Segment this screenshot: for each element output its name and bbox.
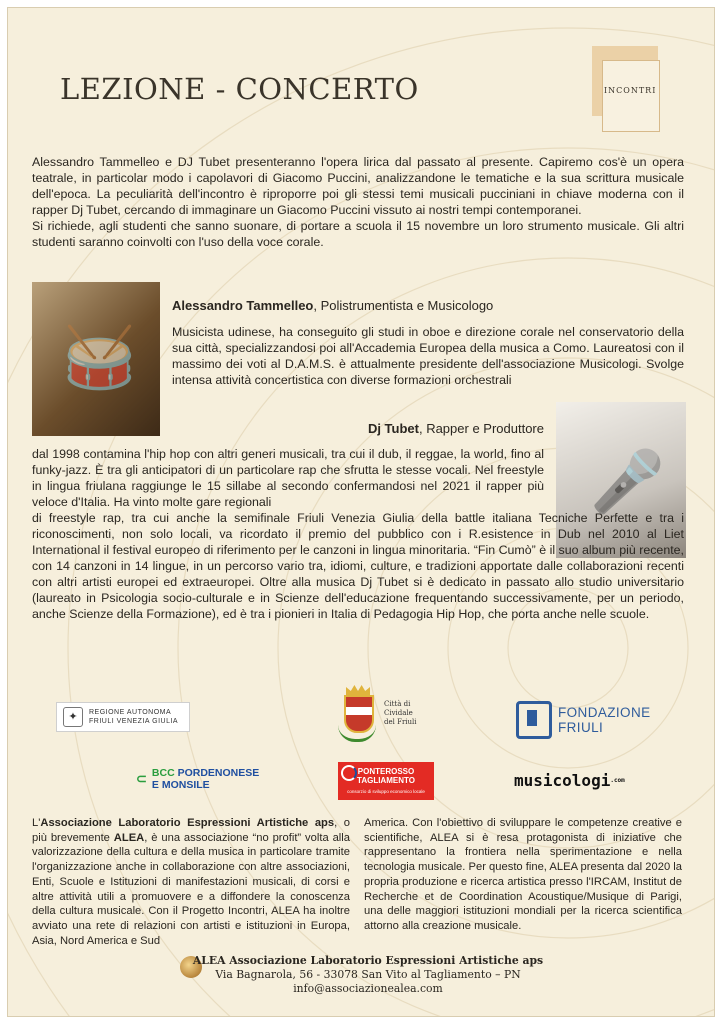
about-org-name: Associazione Laboratorio Espressioni Artistiche aps (40, 817, 335, 829)
regione-line-2: FRIULI VENEZIA GIULIA (89, 718, 179, 725)
fondazione-line-2: FRIULI (558, 720, 604, 735)
about-prefix: L' (32, 817, 41, 829)
ponterosso-line-1: PONTEROSSO (357, 766, 415, 776)
artist2-bio-part2: di freestyle rap, tra cui anche la semifinale Friuli Venezia Giulia della battle italiana Tecniche Perfette e tra i riconoscimenti, non solo locali, va ricordato il premio del pubblico con i R.esistence in Dub nel 2010 al Liet International il festival europeo di riferimento per le canzoni in lingua minoritaria. “Fin Cumò” è il suo album più recente, con 14 canzoni in 14 lingue, in un percorso vario tra, idiomi, culture, e tradizioni apportate dalle collaborazioni recenti con altri artisti europei ed extraeuropei. Oltre alla musica Dj Tubet si è dedicato in passato allo studio universitario (laureato in Psicologia socio-culturale e in Scienze dell'educazione frequentando successivamente, per un periodo, anche Scienze della Formazione), ed è tra i pionieri in Italia di Pedagogia Hip Hop, che porta anche nelle scuole. (32, 511, 684, 621)
fondazione-logo-text (558, 705, 651, 735)
footer-email-link[interactable]: info@associazionealea.com (293, 982, 443, 995)
footer-address: Via Bagnarola, 56 - 33078 San Vito al Tagliamento – PN (215, 968, 521, 981)
artist1-photo (32, 282, 160, 436)
bcc-mark-icon: ⊂ (136, 771, 147, 786)
crest-icon (338, 685, 376, 741)
musicologi-wordmark: musicologi (514, 770, 611, 790)
regione-line-1: REGIONE AUTONOMA (89, 709, 172, 716)
singer-figure-icon: 🎤 (590, 448, 665, 515)
musicologi-logo (514, 766, 634, 794)
cividale-line-3: del Friuli (384, 717, 417, 726)
artist1-heading (172, 298, 493, 313)
intro-paragraph-2: Si richiede, agli studenti che sanno suonare, di portare a scuola il 15 novembre un loro strumento musicale. Gli altri studenti saranno coinvolti con l'uso della voce corale. (32, 219, 684, 249)
cividale-line-2: Cividale (384, 708, 413, 717)
about-left-column (32, 816, 350, 948)
cividale-logo (338, 678, 448, 748)
bcc-logo-text (152, 767, 259, 791)
footer-org: ALEA Associazione Laboratorio Espressioni Artistiche aps (192, 954, 544, 967)
incontri-badge (592, 46, 658, 130)
bcc-word: BCC (151, 767, 175, 779)
about-right-text: America. Con l'obiettivo di sviluppare le competenze creative e scientifiche, ALEA si è resa protagonista di iniziative che rappresentano la frontiera nella sperimentazione e nella tecnologia musicale. Per questo fine, ALEA presenta dal 2020 la propria produzione e ricerca artistica presso l'IRCAM, Institut de Recherche et de Coordination Acoustique/Musique di Parigi, una delle maggiori istituzioni mondiali per la ricerca scientifica attorno alla creazione musicale. (364, 817, 682, 932)
about-left-text: , è una associazione “no profit” volta alla valorizzazione della cultura e della musica in particolare tramite l'organizzazione anche in collaborazione con altre associazioni, Enti, Scuole e Istituzioni di manifestazioni musicali, di corsi e altre attività utili a promuovere e a diffondere la conoscenza della cultura musicale. Con il Progetto Incontri, ALEA ha inoltre avviato una rete di relazioni con artisti e istituzioni in Europa, Asia, Nord America e Sud (32, 831, 350, 947)
intro-paragraph-1: Alessandro Tammelleo e DJ Tubet presenteranno l'opera lirica dal passato al presente. Capiremo cos'è un opera teatrale, in particolar modo i capolavori di Giacomo Puccini, analizzandone le tematiche e la sua scrittura musicale dell'epoca. La peculiarità dell'incontro è riproporre poi gli stessi temi musicali pucciniani in chiave moderna con il rapper Dj Tubet, cercando di immaginare un Giacomo Puccini vissuto ai nostri tempi contemporanei. (32, 155, 684, 217)
about-section (32, 816, 682, 948)
regione-fvg-logo (56, 702, 190, 732)
page (8, 8, 714, 1016)
ponterosso-mark-icon (341, 765, 357, 781)
about-mid: , o più brevemente (32, 817, 350, 844)
about-acronym: ALEA (113, 831, 145, 844)
ponterosso-logo (338, 762, 434, 800)
intro-text (32, 154, 684, 250)
cividale-line-1: Città di (384, 699, 411, 708)
ponterosso-line-2: TAGLIAMENTO (357, 775, 415, 785)
musicologi-domain: .com (610, 776, 625, 784)
badge-label: INCONTRI (604, 86, 657, 95)
ponterosso-subtitle: consorzio di sviluppo economico locale (347, 788, 425, 794)
bcc-line-1: PORDENONESE (177, 767, 260, 779)
cividale-logo-text (384, 700, 417, 727)
artist2-bio (32, 446, 684, 622)
fondazione-line-1: FONDAZIONE (558, 705, 651, 720)
page-title: LEZIONE - CONCERTO (60, 72, 419, 106)
artist2-heading (338, 421, 544, 436)
footer (178, 954, 558, 996)
eagle-icon: ✦ (63, 707, 83, 727)
regione-logo-text (89, 708, 178, 726)
artist2-bio-part1: dal 1998 contamina l'hip hop con altri generi musicali, tra cui il dub, il reggae, la world, fino al funky-jazz. È tra gli anticipatori di un particolare rap che sfrutta le stesse vocali. Nel freestyle in lingua friulana raggiunge le 15 sillabe al secondo confermandosi nel 2021 il rapper più veloce d'Italia. Ha vinto molte gare regionali (32, 447, 544, 509)
badge-card (602, 60, 660, 132)
artist1-name: Alessandro Tammelleo (172, 298, 314, 313)
artist2-role: , Rapper e Produttore (418, 421, 544, 436)
bcc-logo (136, 766, 276, 792)
fondazione-friuli-logo (516, 698, 666, 742)
about-right-column (364, 816, 682, 948)
bcc-line-2: E MONSILE (151, 779, 210, 791)
artist1-bio: Musicista udinese, ha conseguito gli studi in oboe e direzione corale nel conservatorio della sua città, specializzandosi poi all'Accademia Europea della musica a Como. Laureatosi con il massimo dei voti al D.A.M.S. è attualmente presidente dell'associazione Musicologi. Svolge intensa attività concertistica con diverse formazioni orchestrali (172, 325, 684, 387)
artist1-role: , Polistrumentista e Musicologo (313, 298, 494, 313)
drummer-figure-icon: 🥁 (62, 324, 137, 391)
artist2-name: Dj Tubet (367, 421, 419, 436)
fondazione-mark-icon (516, 701, 552, 739)
